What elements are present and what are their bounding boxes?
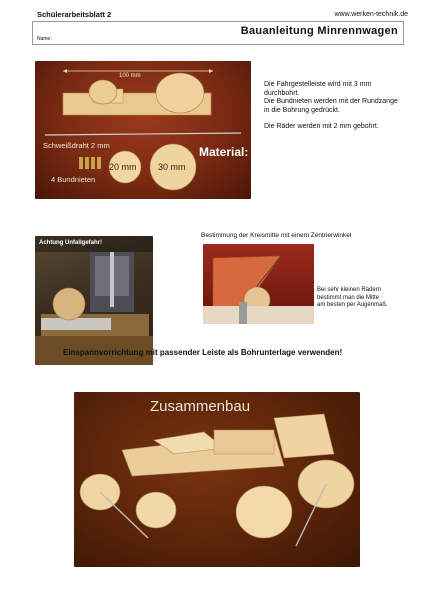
document-title: Bauanleitung Minrennwagen xyxy=(240,25,398,37)
dimension-label: 100 mm xyxy=(119,73,141,79)
large-wheel-label: 30 mm xyxy=(158,162,186,172)
drilling-photo xyxy=(35,236,153,365)
clamping-instruction: Einspannvorrichtung mit passender Leiste als Bohrunterlage verwenden! xyxy=(63,348,343,357)
worksheet-label: Schülerarbeitsblatt 2 xyxy=(37,10,112,19)
name-field-label: Name: xyxy=(37,36,52,42)
tip-line: bestimmt man die Mitte xyxy=(317,294,380,301)
assembly-illustration xyxy=(74,392,360,567)
centering-square-illustration xyxy=(203,244,314,324)
instruction-line: in die Bohrung gedrückt. xyxy=(264,106,340,114)
tip-line: Bei sehr kleinen Rädern xyxy=(317,287,382,293)
website-label: www.werken-technik.de xyxy=(334,11,408,18)
materials-photo xyxy=(35,61,251,199)
centering-photo xyxy=(203,244,314,324)
assembly-photo xyxy=(74,392,360,567)
drill-illustration xyxy=(35,236,153,365)
drilling-instructions xyxy=(264,81,414,132)
small-wheel-label: 20 mm xyxy=(109,162,137,172)
warning-label: Achtung Unfallgefahr! xyxy=(39,240,102,246)
instruction-line: Die Räder werden mit 2 mm gebohrt. xyxy=(264,123,379,130)
centering-caption: Bestimmung der Kreismitte mit einem Zentrierwinkel xyxy=(201,232,352,239)
material-label: Material: xyxy=(199,145,249,159)
instruction-line: durchbohrt. xyxy=(264,89,300,97)
rivets-label: 4 Bundnieten xyxy=(51,175,96,184)
tip-line: am besten per Augenmaß. xyxy=(317,302,388,308)
instruction-line: Die Fahrgestelleiste wird mit 3 mm xyxy=(264,81,372,88)
assembly-title: Zusammenbau xyxy=(150,398,251,415)
small-wheel-tip xyxy=(317,287,417,310)
instruction-line: Die Bundnieten werden mit der Rundzange xyxy=(264,98,398,105)
wire-label: Schweißdraht 2 mm xyxy=(43,141,110,150)
